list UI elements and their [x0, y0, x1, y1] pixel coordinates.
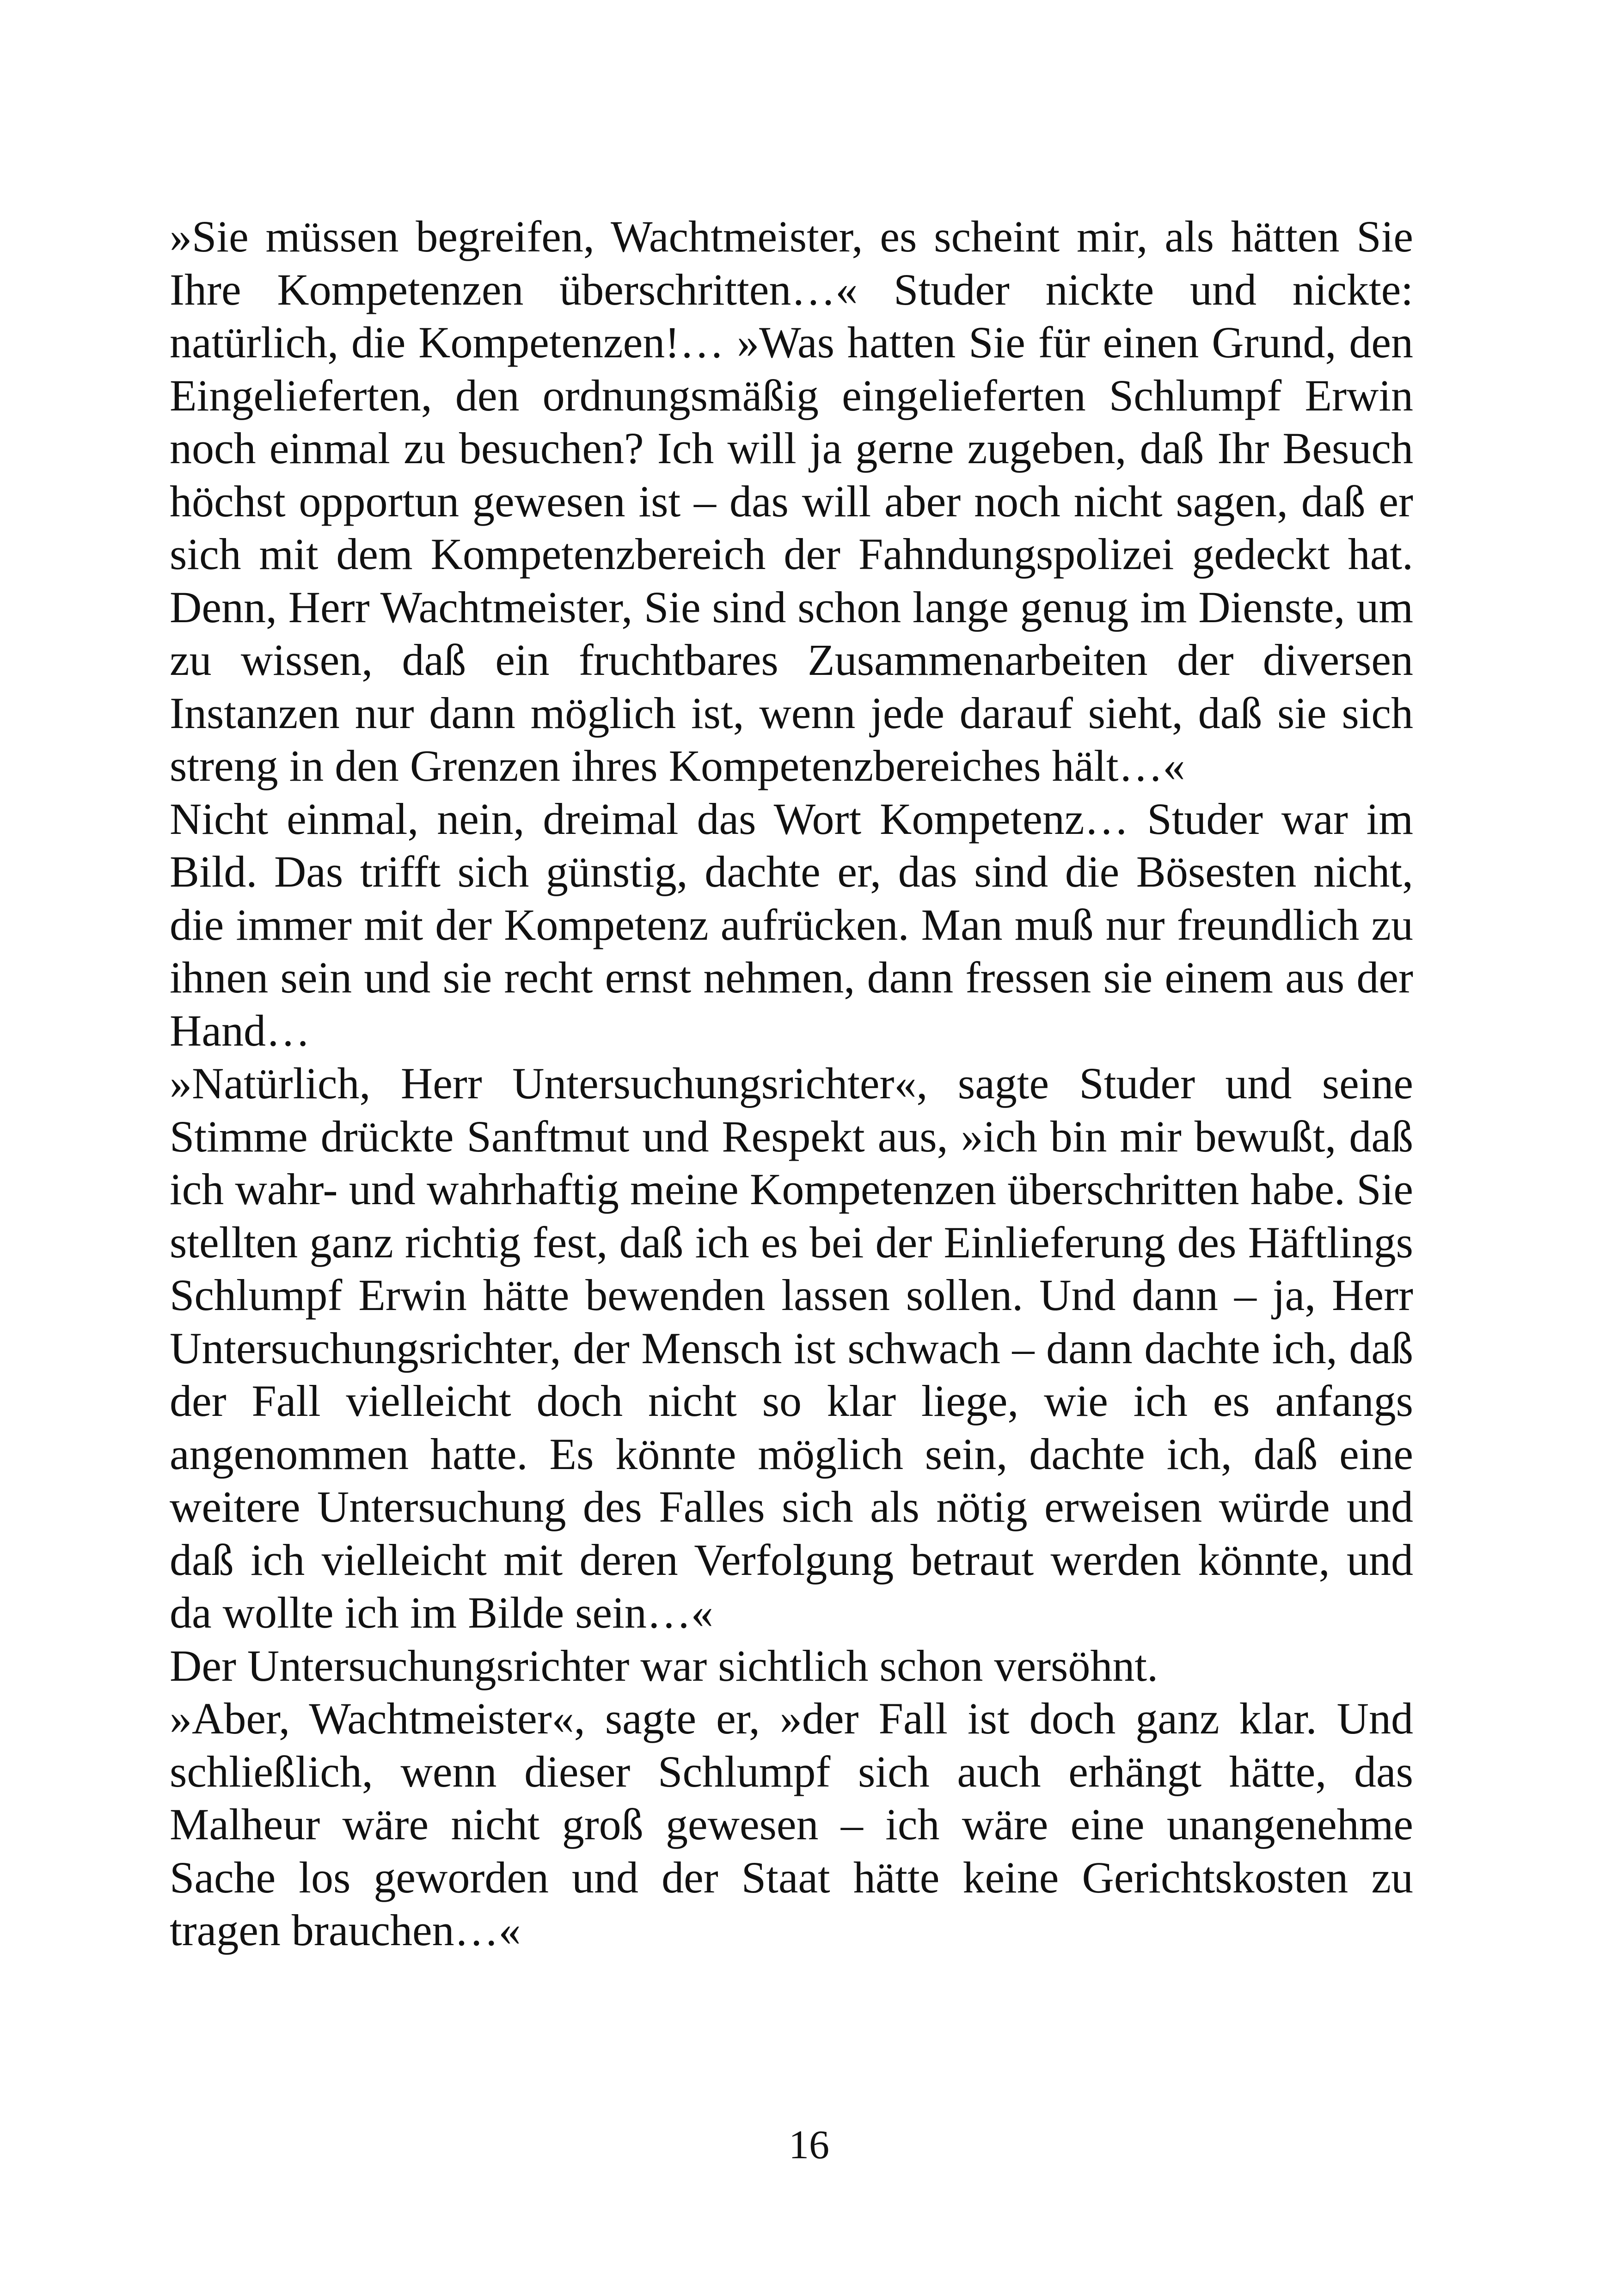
page-number: 16: [789, 2123, 829, 2167]
body-text: [170, 210, 1413, 1957]
paragraph-4: Der Untersuchungsrichter war sichtlich schon versöhnt.: [170, 1641, 1158, 1690]
paragraph-3: »Natürlich, Herr Untersuchungsrichter«, sagte Studer und seine Stimme drückte Sanftmut und Respekt aus, »ich bin mir bewußt, daß ich wahr- und wahrhaftig meine Kompetenzen überschritten habe. Sie stellten ganz richtig fest, daß ich es bei der Einlieferung des Häftlings Schlumpf Erwin hätte bewenden lassen sollen. Und dann – ja, Herr Untersuchungsrichter, der Mensch ist schwach – dann dachte ich, daß der Fall vielleicht doch nicht so klar liege, wie ich es anfangs angenommen hatte. Es könnte möglich sein, dachte ich, daß eine weitere Untersuchung des Falles sich als nötig erweisen würde und daß ich vielleicht mit deren Verfolgung betraut werden könnte, und da wollte ich im Bilde sein…«: [170, 1059, 1413, 1637]
paragraph-2: Nicht einmal, nein, dreimal das Wort Kompetenz… Studer war im Bild. Das trifft sich günstig, dachte er, das sind die Bösesten nicht, die immer mit der Kompetenz aufrücken. Man muß nur freundlich zu ihnen sein und sie recht ernst nehmen, dann fressen sie einem aus der Hand…: [170, 794, 1413, 1055]
paragraph-5: »Aber, Wachtmeister«, sagte er, »der Fall ist doch ganz klar. Und schließlich, wenn dieser Schlumpf sich auch erhängt hätte, das Malheur wäre nicht groß gewesen – ich wäre eine unangenehme Sache los geworden und der Staat hätte keine Gerichtskosten zu tragen brauchen…«: [170, 1694, 1413, 1955]
paragraph-1: »Sie müssen begreifen, Wachtmeister, es scheint mir, als hätten Sie Ihre Kompetenzen überschritten…« Studer nickte und nickte: natürlich, die Kompetenzen!… »Was hatten Sie für einen Grund, den Eingelieferten, den ordnungsmäßig eingelieferten Schlumpf Erwin noch einmal zu besuchen? Ich will ja gerne zugeben, daß Ihr Besuch höchst opportun gewesen ist – das will aber noch nicht sagen, daß er sich mit dem Kompetenzbereich der Fahndungspolizei gedeckt hat. Denn, Herr Wachtmeister, Sie sind schon lange genug im Dienste, um zu wissen, daß ein fruchtbares Zusammenarbeiten der diversen Instanzen nur dann möglich ist, wenn jede darauf sieht, daß sie sich streng in den Grenzen ihres Kompetenzbereiches hält…«: [170, 212, 1413, 790]
